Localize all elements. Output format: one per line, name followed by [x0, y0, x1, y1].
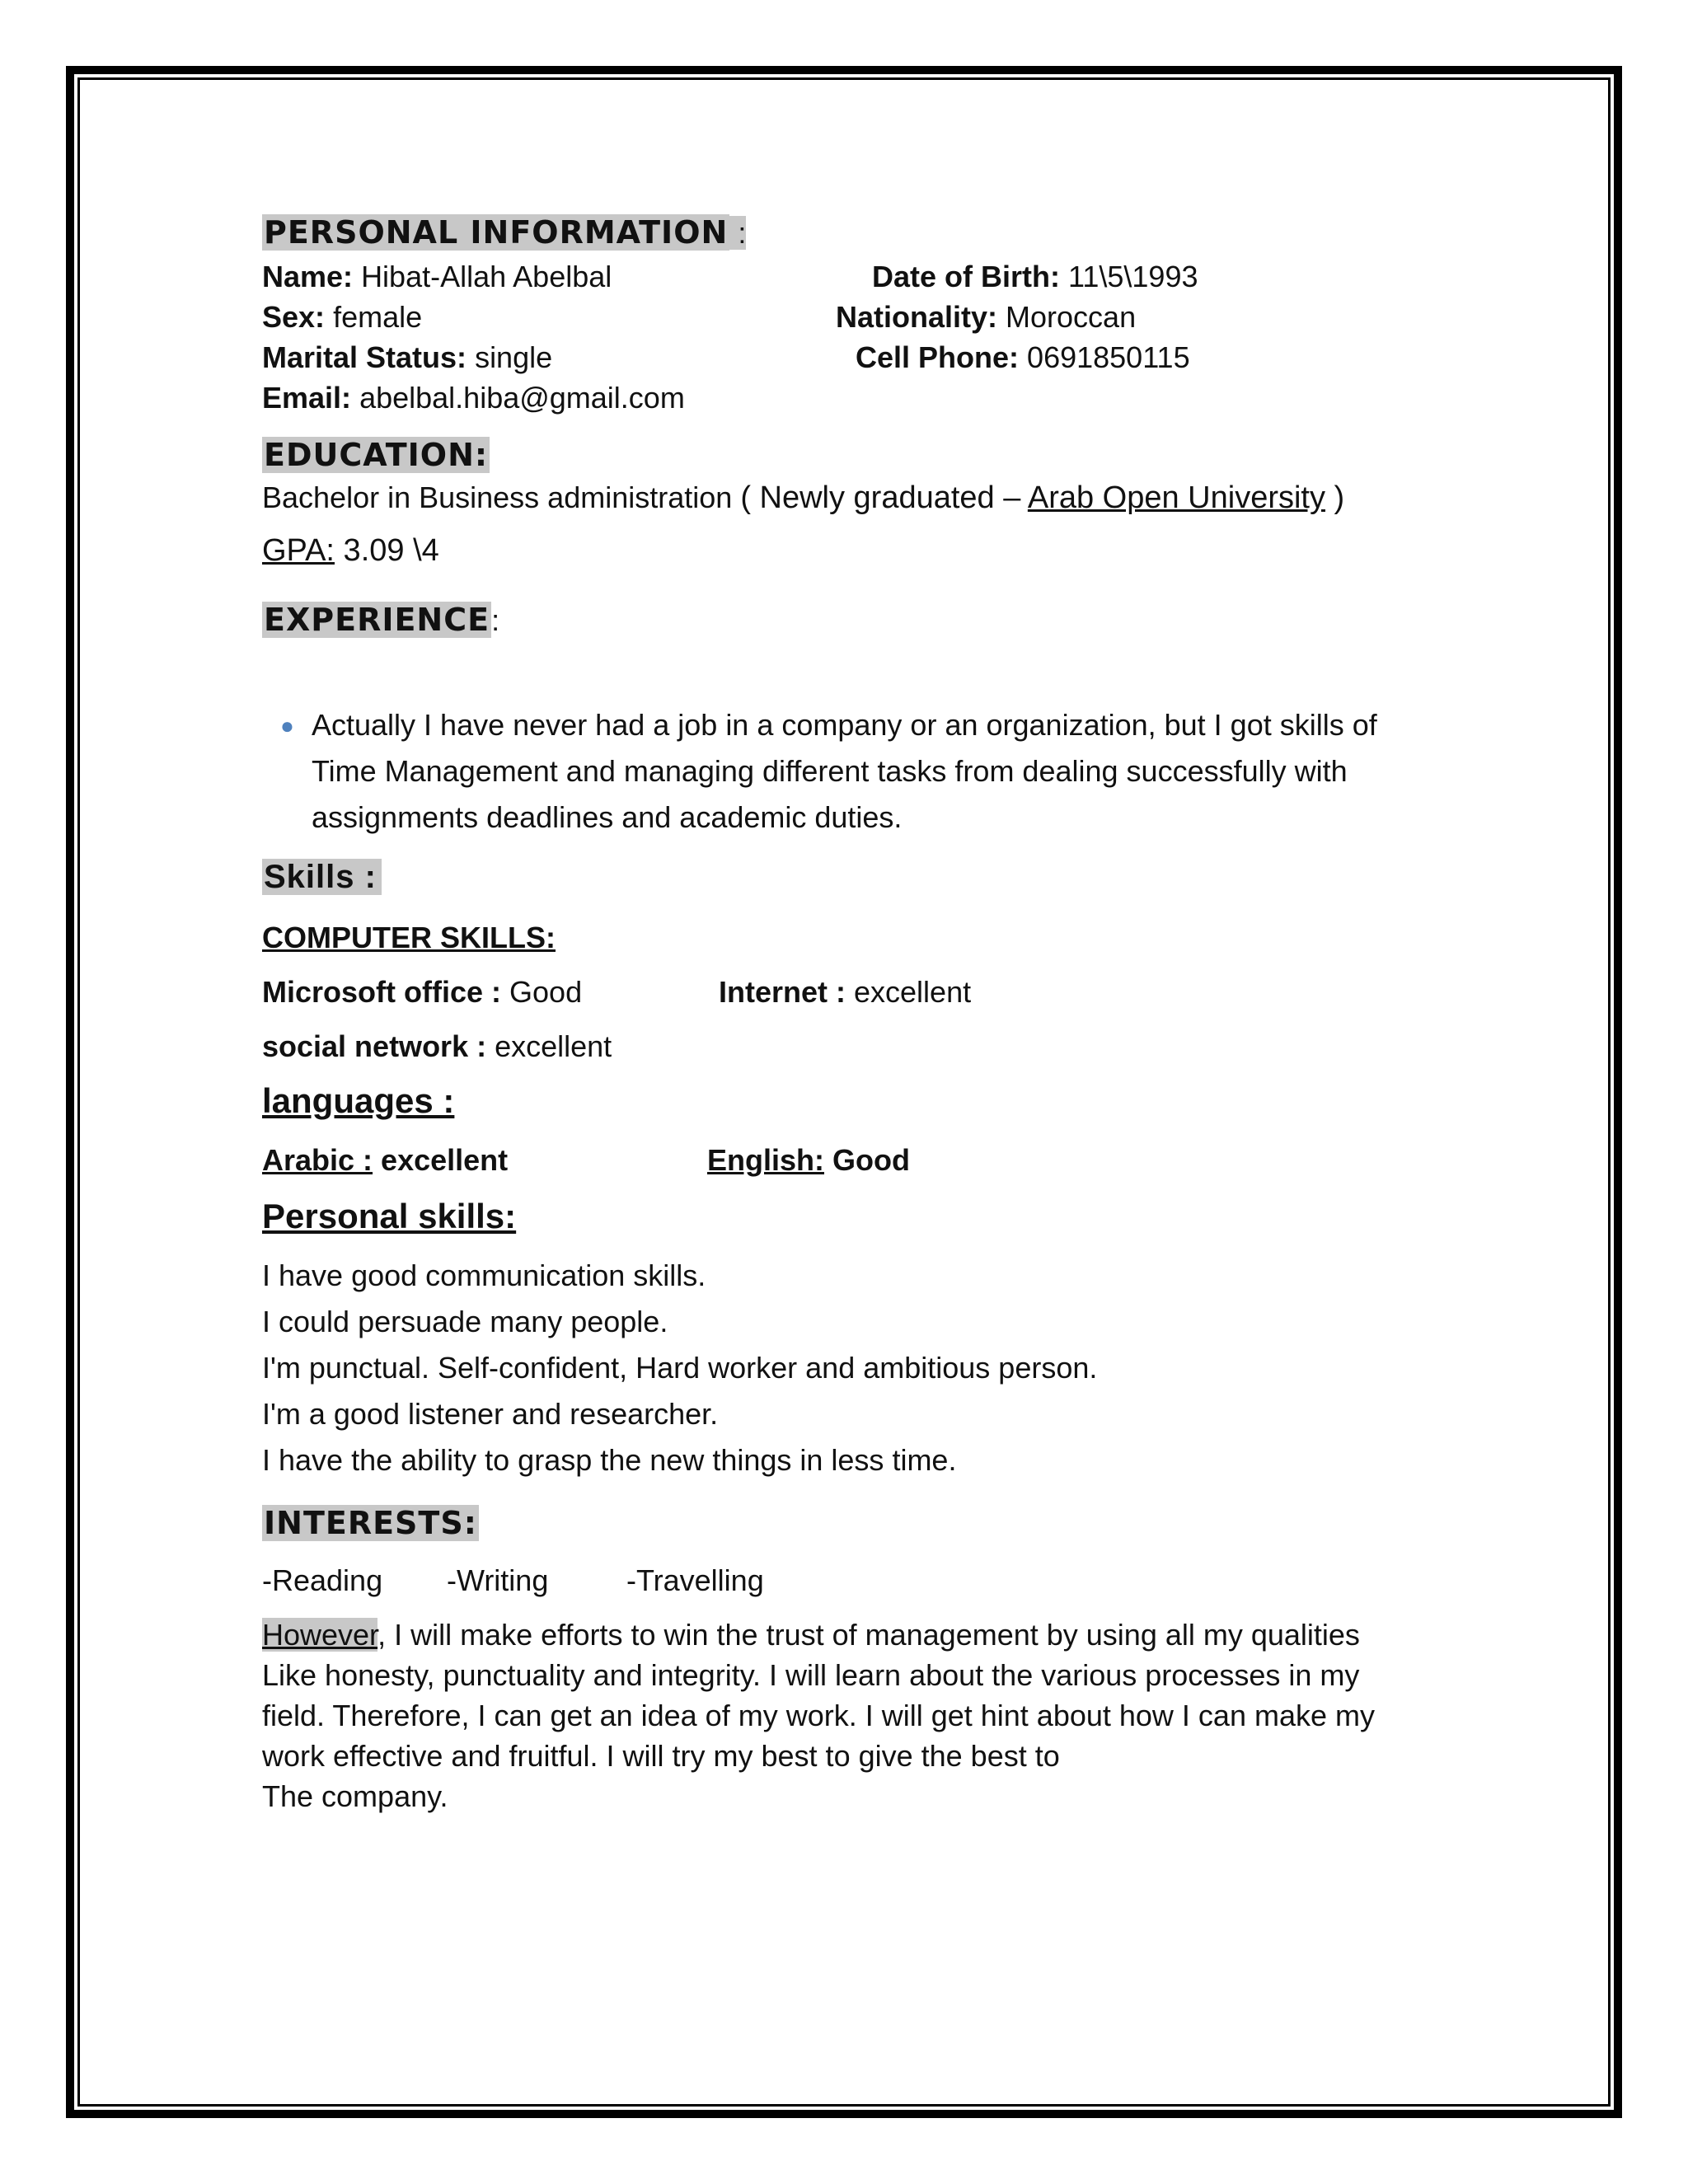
- experience-section-header: [262, 600, 499, 640]
- ms-office-row: [262, 972, 582, 1012]
- nationality-value: Moroccan: [1006, 300, 1137, 334]
- sex-label: Sex:: [262, 300, 326, 334]
- closing-line: work effective and fruitful. I will try my best to give the best to: [262, 1739, 1060, 1773]
- personal-section-header: [262, 213, 746, 253]
- arabic-value: excellent: [373, 1143, 509, 1177]
- internet-value: excellent: [846, 975, 972, 1009]
- personal-skill-line: I could persuade many people.: [262, 1305, 668, 1338]
- education-heading: EDUCATION:: [264, 437, 489, 473]
- closing-line-text: , I will make efforts to win the trust of management by using all my qualities: [377, 1618, 1360, 1652]
- phone-row: [856, 338, 1190, 377]
- degree-text: Bachelor in Business administration: [262, 480, 733, 514]
- experience-bullet-text: Actually I have never had a job in a company or an organization, but I got skills of Time Management and managing different tasks from dealing successfully with assignments deadlines and academic duties.: [312, 708, 1377, 834]
- arabic-label: Arabic :: [262, 1143, 373, 1177]
- marital-row: [262, 338, 552, 377]
- closing-line: field. Therefore, I can get an idea of my work. I will get hint about how I can make my: [262, 1699, 1375, 1732]
- closing-line-1: [262, 1615, 1360, 1655]
- social-network-value: excellent: [486, 1029, 612, 1063]
- english-value: Good: [824, 1143, 910, 1177]
- closing-line: Like honesty, punctuality and integrity. I will learn about the various processes in my: [262, 1658, 1360, 1692]
- experience-heading: EXPERIENCE: [264, 602, 490, 638]
- personal-heading-suffix: :: [729, 216, 747, 250]
- phone-value: 0691850115: [1027, 340, 1190, 374]
- interests-section-header: [262, 1503, 479, 1544]
- ms-office-label: Microsoft office :: [262, 975, 502, 1009]
- personal-skills-heading: Personal skills:: [262, 1197, 517, 1235]
- gpa-value: 3.09 \4: [335, 533, 439, 568]
- name-row: [262, 257, 612, 297]
- name-value: Hibat-Allah Abelbal: [361, 260, 612, 293]
- arabic-row: [262, 1141, 508, 1180]
- dob-value: 11\5\1993: [1068, 260, 1198, 293]
- personal-skill-line: I have the ability to grasp the new things in less time.: [262, 1443, 957, 1477]
- ms-office-value: Good: [501, 975, 583, 1009]
- interests-heading: INTERESTS:: [264, 1505, 477, 1541]
- interest-item: -Writing: [447, 1563, 549, 1597]
- closing-line: The company.: [262, 1779, 448, 1813]
- email-value: abelbal.hiba@gmail.com: [359, 381, 685, 415]
- name-label: Name:: [262, 260, 354, 293]
- gpa-row: [262, 531, 439, 570]
- internet-row: [719, 972, 971, 1012]
- bullet-dot: ●: [280, 713, 294, 738]
- personal-skill-line: I'm punctual. Self-confident, Hard worker and ambitious person.: [262, 1351, 1098, 1385]
- gpa-label: GPA:: [262, 533, 335, 568]
- university-name: Arab Open University: [1027, 480, 1325, 515]
- dob-row: [872, 257, 1198, 297]
- languages-heading: languages :: [262, 1081, 455, 1120]
- phone-label: Cell Phone:: [856, 340, 1020, 374]
- closing-lead-word: However: [262, 1618, 378, 1652]
- sex-value: female: [333, 300, 423, 334]
- marital-label: Marital Status:: [262, 340, 467, 374]
- interest-item: -Reading: [262, 1563, 383, 1597]
- nationality-row: [836, 298, 1136, 337]
- degree-detail-close: ): [1325, 480, 1345, 515]
- social-network-row: [262, 1027, 612, 1066]
- english-row: [707, 1141, 910, 1180]
- dob-label: Date of Birth:: [872, 260, 1060, 293]
- english-label: English:: [707, 1143, 824, 1177]
- personal-skill-line: I have good communication skills.: [262, 1258, 706, 1292]
- interest-item: -Travelling: [626, 1563, 764, 1597]
- sex-row: [262, 298, 422, 337]
- nationality-label: Nationality:: [836, 300, 998, 334]
- personal-skill-line: I'm a good listener and researcher.: [262, 1397, 719, 1431]
- email-label: Email:: [262, 381, 352, 415]
- email-row: [262, 378, 685, 418]
- education-section-header: [262, 435, 490, 476]
- computer-skills-heading: COMPUTER SKILLS:: [262, 921, 556, 954]
- marital-value: single: [475, 340, 553, 374]
- education-degree-row: [262, 478, 1344, 518]
- skills-section-header: [262, 857, 382, 898]
- personal-heading: PERSONAL INFORMATION: [264, 214, 729, 251]
- experience-heading-suffix: :: [491, 603, 500, 637]
- internet-label: Internet :: [719, 975, 846, 1009]
- degree-detail-open: ( Newly graduated –: [740, 480, 1028, 515]
- skills-heading: Skills :: [262, 859, 382, 895]
- social-network-label: social network :: [262, 1029, 487, 1063]
